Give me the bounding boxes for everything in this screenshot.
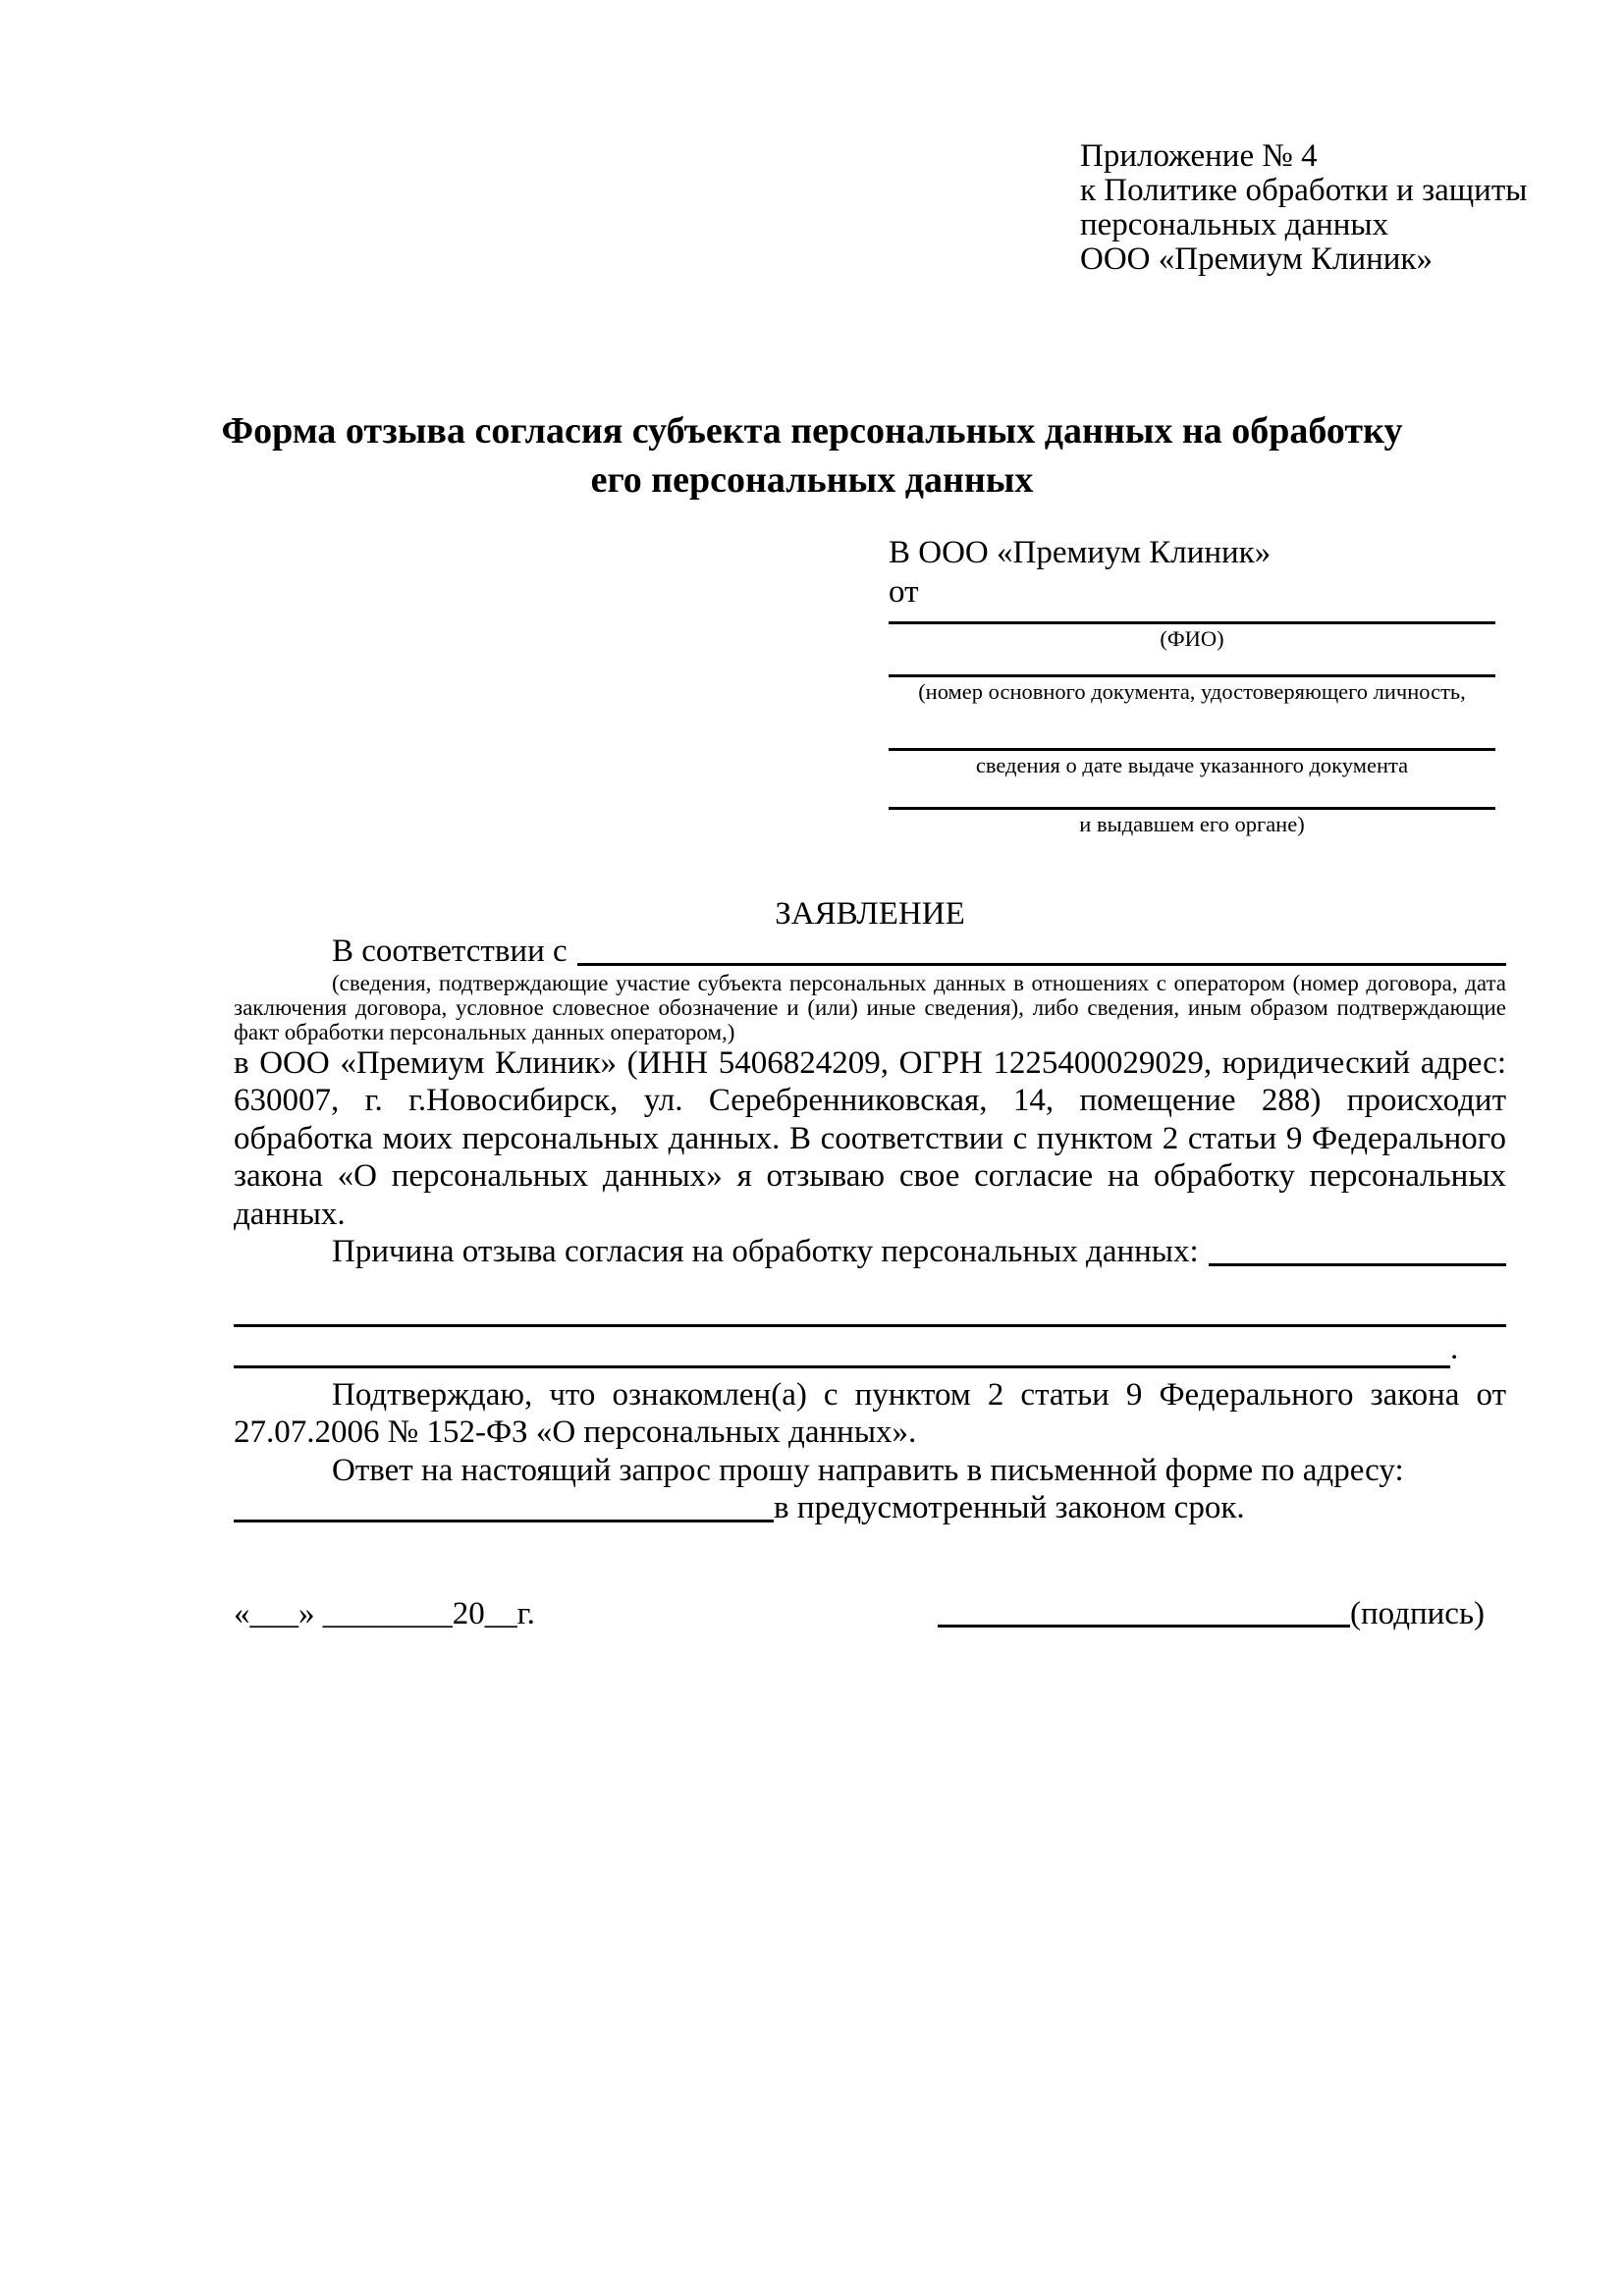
doc-number-caption: (номер основного документа, удостоверяющего личность, (918, 679, 1466, 704)
reply-paragraph: Ответ на настоящий запрос прошу направить в письменной форме по адресу: (332, 1452, 1404, 1488)
doc-issuer-blank-line (889, 780, 1495, 810)
appendix-line-2: к Политике обработки и защиты (1080, 173, 1528, 208)
processing-paragraph: в ООО «Премиум Клиник» (ИНН 5406824209, ОГРН 1225400029029, юридический адрес: 630007, г. г.Новосибирск, ул. Серебренниковская, 14, помещение 288) происходит обработка моих персональных данных. В соответствии с пунктом 2 статьи 9 Федерального закона «О персональных данных» я отзываю свое согласие на обработку персональных данных. (234, 1044, 1506, 1232)
doc-issuer-caption: и выдавшем его органе) (1079, 812, 1305, 836)
basis-blank-line (577, 936, 1506, 966)
doc-number-blank-line (889, 654, 1495, 677)
reason-blank-line-3 (234, 1327, 1450, 1368)
document-title-line2: его персональных данных (590, 459, 1034, 501)
reason-blank-line-3-row (234, 1327, 1506, 1368)
sentence-period: . (1450, 1331, 1459, 1366)
addressee-to: В ООО «Премиум Клиник» (889, 535, 1272, 570)
basis-note: (сведения, подтверждающие участие субъекта персональных данных в отношениях с оператором (номер договора, дата заключения договора, условное словесное обозначение и (или) иные сведения), либо сведения, иным образом подтверждающие факт обработки персональных данных оператором,) (234, 970, 1506, 1044)
reason-row (234, 1233, 1506, 1271)
addressee-from: от (889, 574, 919, 610)
reason-blank-line-2 (234, 1271, 1506, 1327)
basis-row (234, 933, 1506, 971)
reply-address-blank-line (234, 1493, 774, 1522)
appendix-line-1: Приложение № 4 (1080, 138, 1318, 174)
statement-body (234, 933, 1506, 1527)
doc-date-caption: сведения о дате выдаче указанного документа (975, 753, 1409, 777)
reason-blank-line-1 (1209, 1237, 1506, 1266)
fio-blank-line (889, 612, 1495, 624)
reply-address-row (234, 1489, 1506, 1527)
reason-label: Причина отзыва согласия на обработку персональных данных: (332, 1234, 1199, 1269)
doc-date-blank-line (889, 707, 1495, 751)
signature-group (938, 1594, 1485, 1633)
document-title-line1: Форма отзыва согласия субъекта персональных данных на обработку (221, 410, 1403, 452)
appendix-line-4: ООО «Премиум Клиник» (1080, 241, 1433, 277)
date-field: «___» ________20__г. (234, 1596, 535, 1631)
appendix-line-3: персональных данных (1080, 207, 1389, 242)
document-title (154, 406, 1470, 505)
signature-caption: (подпись) (1350, 1596, 1485, 1631)
signature-blank-line (938, 1598, 1350, 1628)
basis-prefix: В соответствии с (332, 934, 568, 969)
appendix-header (1080, 139, 1527, 277)
reply-suffix: в предусмотренный законом срок. (774, 1490, 1245, 1525)
fio-caption: (ФИО) (1160, 626, 1224, 651)
addressee-block (889, 533, 1495, 839)
date-signature-row (234, 1594, 1485, 1633)
confirmation-paragraph: Подтверждаю, что ознакомлен(а) с пунктом 2 статьи 9 Федерального закона от 27.07.2006 № 152-ФЗ «О персональных данных». (234, 1376, 1506, 1450)
statement-heading: ЗАЯВЛЕНИЕ (775, 896, 965, 932)
